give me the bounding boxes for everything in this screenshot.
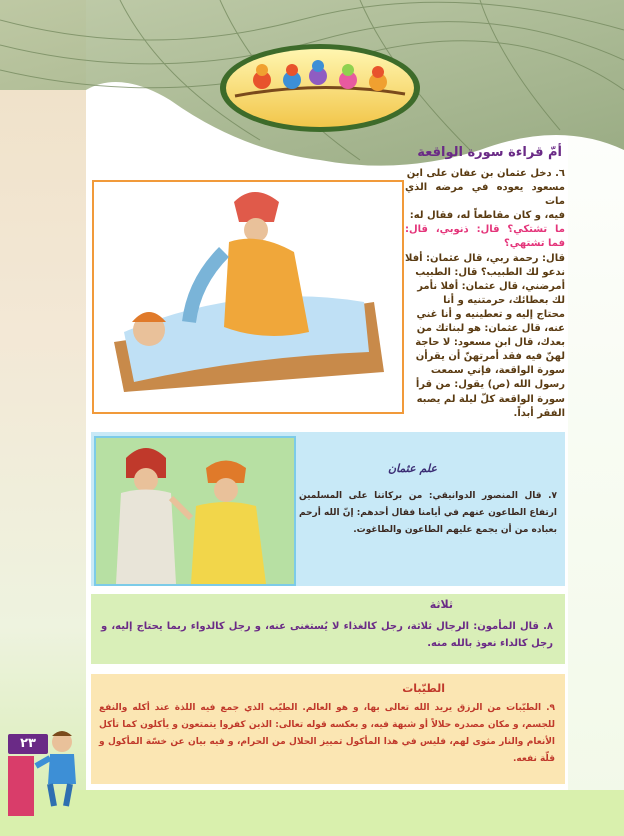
blue-box-text: ٧. قال المنصور الدوانيقي: من بركاتنا على المسلمين ارتفاع الطاعون عنهم في أيامنا فقال أحدهم: إنّ الله أرحم بعباده من أن يجمع عليهم الطاعون والطاغوت.: [299, 491, 557, 535]
section-title: أمّ قراءة سورة الواقعة: [417, 145, 562, 160]
story-line: عنه، قال عثمان: هو لبناتك من: [416, 323, 565, 335]
green-box-text: ٨. قال المأمون: الرجال ثلاثة، رجل كالغذاء لا يُستغنى عنه، و رجل كالدواء ربما يحتاج إليه، و رجل كالداء نعوذ بالله منه.: [101, 621, 553, 649]
story-line: ما تشتكي؟ قال: ذنوبي، قال: فما تشتهي؟: [405, 224, 565, 250]
blue-box-heading: علم عثمان: [387, 462, 437, 475]
story-line: فيه، و كان مقاطعاً له، فقال له:: [409, 210, 565, 222]
yellow-box-text: ٩. الطيّبات من الرزق يريد الله تعالى بها، و هو العالم. الطيّب الذي جمع فيه اللذة عند أكله والنفع للجسم، و مكان مصدره حلالاً أو شبهة فيه، و بعكسه قوله تعالى: الذين كفروا يتمتعون و يأكلون كما تأكل الأنعام والنار مثوى لهم، فليس في هذا المأكول تمييز الحلال من الحرام، و فيه بيان عن خسّة المأكول و قلّة نفعه.: [99, 703, 555, 764]
bottom-band: [0, 790, 624, 836]
story-illustration: [92, 180, 404, 414]
page-number: ٢٣: [8, 734, 48, 754]
anecdote-box-green: [91, 594, 565, 664]
yellow-box-heading: الطيّبات: [402, 682, 445, 695]
story-line: بعدك، قال ابن مسعود: لا حاجة: [415, 337, 565, 349]
green-box-heading: ثلاثة: [429, 598, 453, 611]
story-text: [405, 167, 565, 432]
story-line: مسعود يعوده في مرضه الذي مات: [405, 182, 565, 208]
story-line: الفقر أبداً.: [513, 407, 565, 419]
story-line: محتاج إليه و تعطينيه و أنا غني: [416, 308, 565, 320]
story-line: ٦. دخل عثمان بن عفان على ابن: [406, 168, 565, 179]
anecdote-box-blue: [91, 432, 565, 586]
story-line: رسول الله (ص) يقول: من قرأ: [415, 379, 565, 391]
story-line: لهنّ فيه فقد أمرتهنّ أن يقرأن: [415, 351, 565, 363]
two-men-illustration: [94, 436, 296, 586]
anecdote-box-yellow: [91, 674, 565, 784]
story-line: ندعو لك الطبيب؟ قال: الطبيب: [415, 266, 565, 278]
story-line: أمرضني، قال عثمان: أفلا نأمر: [417, 280, 565, 292]
story-line: قال: رحمة ربي، قال عثمان: أفلا: [405, 252, 565, 264]
boy-illustration: [32, 728, 88, 808]
brand-label: [8, 756, 34, 816]
story-line: سورة الواقعة، فإني سمعت: [430, 365, 565, 377]
story-line: لك بعطائك، حرمتنيه و أنا: [443, 294, 565, 306]
story-line: سورة الواقعة كلّ ليلة لم يصبه: [416, 393, 565, 405]
